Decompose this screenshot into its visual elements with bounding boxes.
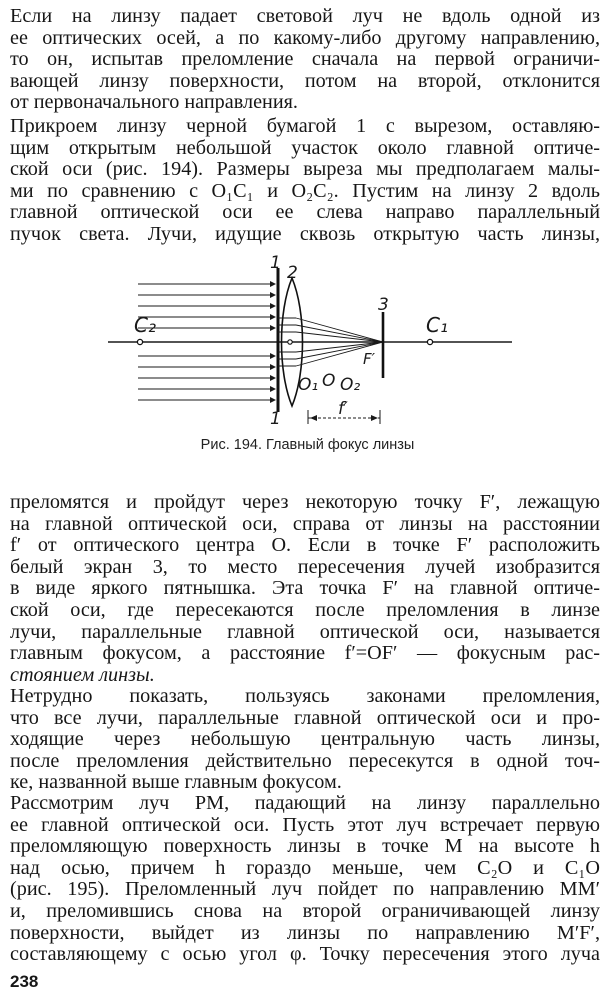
text-line: ходящие через небольшую центральную часть линзы, bbox=[10, 728, 600, 751]
text-line: ее оптических осей, а по какому-либо другому направлению, bbox=[10, 26, 600, 49]
label-focal-length: f′ bbox=[338, 399, 348, 419]
text-line: составляющему с осью угол φ. Точку пересечения этого луча bbox=[10, 943, 600, 966]
lens-focus-figure bbox=[100, 252, 520, 452]
text-line: главным фокусом, а расстояние f′=OF′ — фокусным рас- bbox=[10, 642, 600, 665]
text-line: ской оси, где пересекаются после преломления в линзе bbox=[10, 598, 600, 621]
text-line: пучок света. Лучи, идущие сквозь открытую часть линзы, bbox=[10, 222, 600, 245]
text-line: лучи, параллельные главной оптической оси, называется bbox=[10, 620, 600, 643]
text-line: Прикроем линзу черной бумагой 1 с вырезом, оставляю- bbox=[10, 115, 600, 137]
label-screen1-top: 1 bbox=[270, 253, 281, 273]
text-line: и, преломившись снова на второй ограничивающей линзу bbox=[10, 899, 600, 922]
label-screen1-bottom: 1 bbox=[270, 409, 281, 429]
text-line: в виде яркого пятнышка. Эта точка F′ на главной оптиче- bbox=[10, 577, 600, 600]
text-line: ской оси (рис. 194). Размеры выреза мы предполагаем малы- bbox=[10, 158, 600, 181]
text-line: преломляющую поверхность линзы в точке M на высоте h bbox=[10, 835, 600, 858]
text-line: после преломления действительно пересекутся в одной точ- bbox=[10, 749, 600, 772]
label-lens: 2 bbox=[287, 263, 298, 283]
text-line: Рассмотрим луч PM, падающий на линзу параллельно bbox=[10, 792, 600, 814]
paragraph-1 bbox=[10, 6, 600, 114]
paragraph-3 bbox=[10, 492, 600, 686]
text-line: белый экран 3, то место пересечения лучей изобразится bbox=[10, 555, 600, 578]
lens-focus-diagram bbox=[100, 252, 520, 452]
text-line: что все лучи, параллельные главной оптической оси и про- bbox=[10, 706, 600, 729]
label-screen3: 3 bbox=[378, 295, 389, 315]
point-c2 bbox=[137, 339, 142, 344]
text-line: (рис. 195). Преломленный луч пойдет по направлению MM′ bbox=[10, 878, 600, 901]
text-line: ми по сравнению с O₁C₁ и O₂C₂. Пустим на линзу 2 вдоль bbox=[10, 179, 600, 202]
text-line: ке, названной выше главным фокусом. bbox=[10, 771, 342, 794]
label-c1: C₁ bbox=[426, 313, 448, 337]
text-line: над осью, причем h гораздо меньше, чем C₂O и C₁O bbox=[10, 856, 600, 879]
point-c1 bbox=[427, 339, 432, 344]
point-o bbox=[288, 340, 292, 344]
text-line: то он, испытав преломление сначала на первой ограничи- bbox=[10, 48, 600, 71]
figure-caption: Рис. 194. Главный фокус линзы bbox=[200, 437, 415, 453]
paragraph-5 bbox=[10, 793, 600, 966]
text-line: от первоначального направления. bbox=[10, 91, 298, 114]
text-line: стоянием линзы. bbox=[10, 663, 155, 686]
text-line: поверхности, выйдет из линзы по направлению M′F′, bbox=[10, 921, 600, 944]
label-o2: O₂ bbox=[340, 375, 361, 395]
text-line: f′ от оптического центра O. Если в точке F′ расположить bbox=[10, 534, 600, 557]
text-line: ее главной оптической оси. Пусть этот луч встречает первую bbox=[10, 813, 600, 836]
text-line: Нетрудно показать, пользуясь законами преломления, bbox=[10, 685, 600, 707]
paragraph-4 bbox=[10, 686, 600, 794]
text-line: щим открытым небольшой участок около главной оптиче- bbox=[10, 136, 600, 159]
page-number: 238 bbox=[10, 972, 39, 991]
text-line: вающей линзу поверхности, потом на второй, отклонится bbox=[10, 69, 600, 92]
label-focus: F′ bbox=[363, 350, 376, 368]
text-line: на главной оптической оси, справа от линзы на расстоянии bbox=[10, 512, 600, 535]
text-line: главной оптической оси ее слева направо параллельный bbox=[10, 201, 600, 224]
text-line: Если на линзу падает световой луч не вдоль одной из bbox=[10, 5, 600, 27]
label-o: O bbox=[322, 371, 336, 391]
label-o1: O₁ bbox=[298, 375, 319, 395]
text-line: преломятся и пройдут через некоторую точку F′, лежащую bbox=[10, 491, 600, 513]
label-c2: C₂ bbox=[134, 313, 156, 337]
paragraph-2 bbox=[10, 116, 600, 246]
